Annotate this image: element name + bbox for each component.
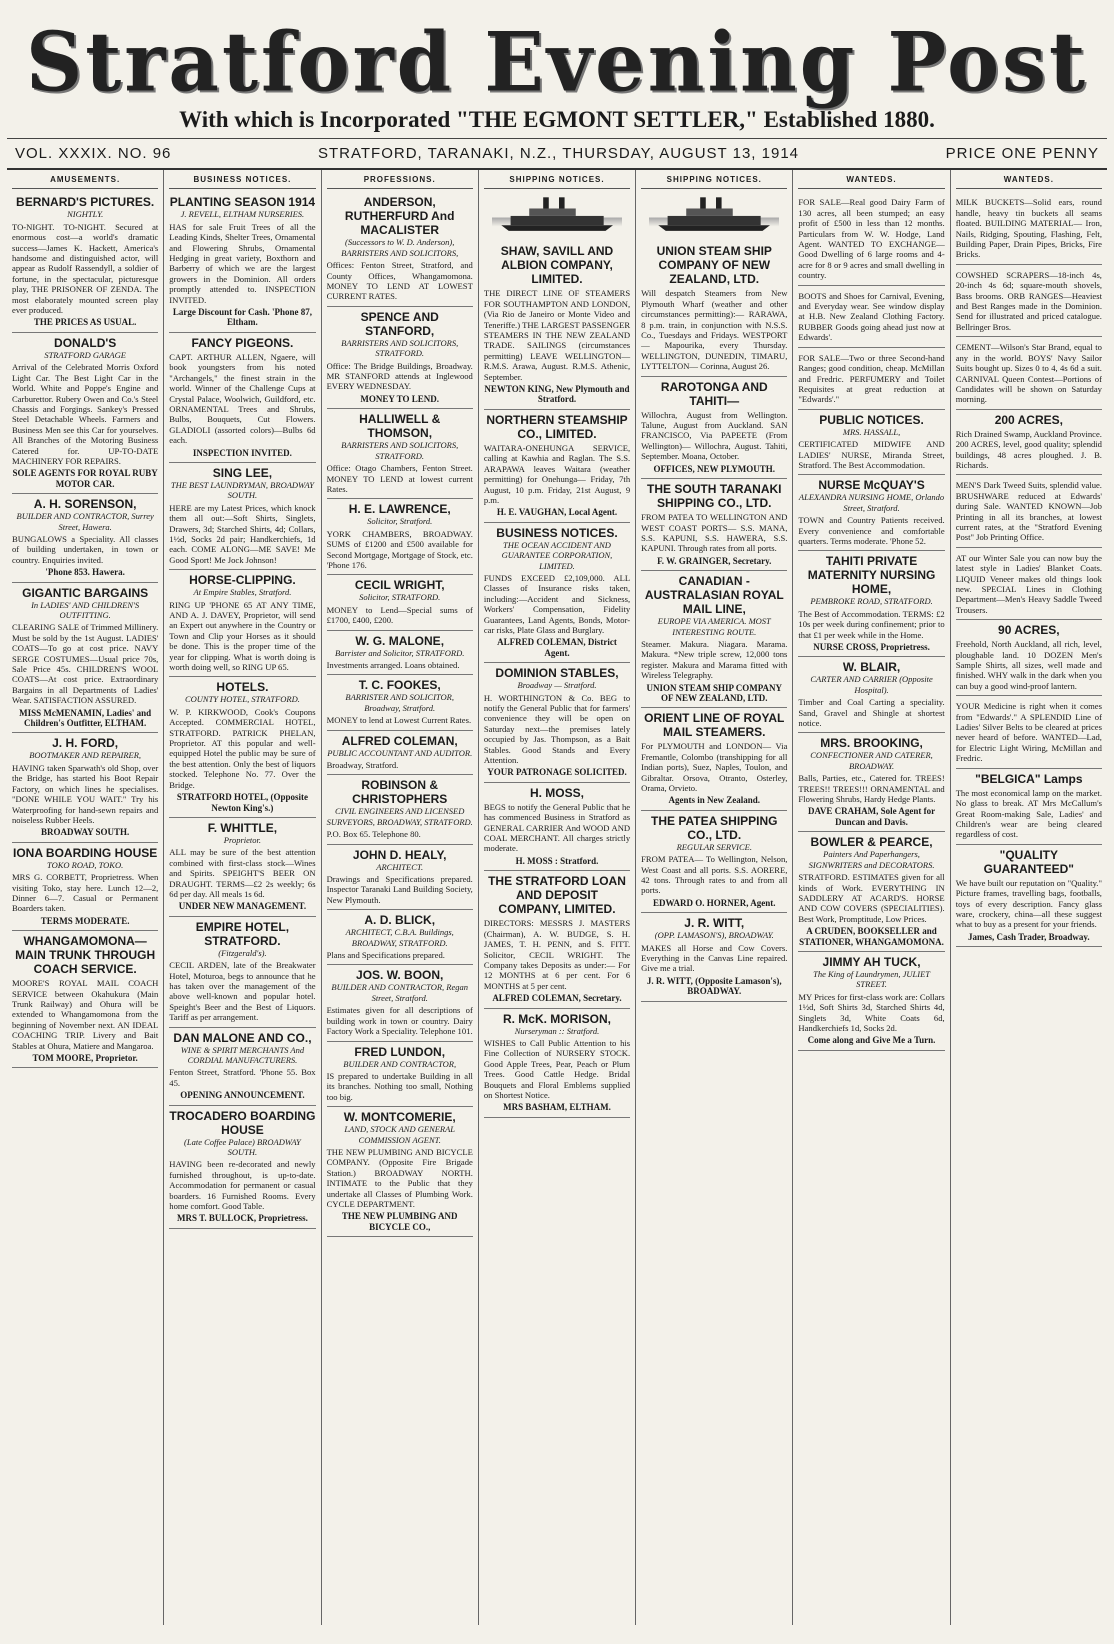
ad-title: ROBINSON & CHRISTOPHERS [352,778,448,807]
ad-footer: YOUR PATRONAGE SOLICITED. [487,767,627,778]
ad-body: Broadway, Stratford. [326,760,399,770]
advertisement [327,1042,473,1108]
advertisement [327,910,473,965]
ad-footer: UNION STEAM SHIP COMPANY OF NEW ZEALAND, LTD. [646,682,783,703]
ad-title: MRS. BROOKING, [820,736,923,751]
advertisement [169,463,315,570]
ad-body: Balls, Parties, etc., Catered for. TREES! TREES!! TREES!!! ORNAMENTAL and Flowering Shrubs, Hardy Hedge Plants. [798,773,945,805]
advertisement [798,286,944,348]
ad-body: BOOTS and Shoes for Carnival, Evening, and Everyday wear. See window display at H.B. New Zealand Clothing Factory. RUBBER Goods going ahead just now at Edwards'. [798,290,945,343]
ad-body: FROM PATEA— To Wellington, Nelson, West Coast and all ports. S.S. AORERE, 42 tons. Through rates to and from all ports. [641,854,788,896]
advertisement [327,307,473,409]
ad-title: BOWLER & PEARCE, [810,835,933,850]
ad-subtitle: Barrister and Solicitor, STRATFORD. [335,647,465,658]
ad-title: CECIL WRIGHT, [354,578,445,593]
ad-footer: James, Cash Trader, Broadway. [967,931,1090,942]
ad-body: Timber and Coal Carting a speciality. Sand, Gravel and Shingle at shortest notice. [798,697,945,729]
ad-title: THE PATEA SHIPPING CO., LTD. [651,813,778,842]
ad-body: Will despatch Steamers from New Plymouth Wharf (weather and other circumstances permitting):— RARAWA, 8 p.m. train, in conjunction with N.S.S. Co., Tuesdays and Fridays. WESTPORT— Mapourika, every Thursday. WELLINGTON, DUNEDIN, TIMARU, LYTTELTON— Corinna, August 26. [641,288,788,372]
ad-body: HAVING taken Sparwath's old Shop, over the Bridge, has started his Boot Repair Factory, on which lines he specialises. "DONE WHILE YOU WAIT." Try his Waterproofing for hand-sewn repairs and noiseless Rubber Heels. [12,762,159,825]
advertisement [484,783,630,871]
ad-title: DAN MALONE AND CO., [173,1030,312,1045]
advertisement [798,832,944,952]
ad-title: NORTHERN STEAMSHIP CO., LIMITED. [486,412,628,441]
ad-footer: 'Phone 853. Hawera. [45,567,125,578]
advertisement [641,241,787,376]
ad-title: W. BLAIR, [842,660,901,675]
ad-body: Steamer. Makura. Niagara. Marama. Makura. *New triple screw, 12,000 tons register. Makura and Marama fitted with Wireless Telegraphy. [641,638,788,681]
advertisement [641,708,787,810]
advertisement [327,409,473,499]
ad-title: FRED LUNDON, [354,1044,446,1059]
ad-footer: OPENING ANNOUNCEMENT. [180,1090,305,1101]
ad-title: TROCADERO BOARDING HOUSE [169,1108,316,1137]
ad-title: JOHN D. HEALY, [352,847,447,862]
ad-subtitle: BOOTMAKER AND REPAIRER, [29,750,142,761]
ad-title: HORSE-CLIPPING. [189,573,296,588]
advertisement [956,337,1102,409]
ad-body: FOR SALE—Real good Dairy Farm of 130 acres, all been stumped; an easy profit of £500 in less than 12 months. Particulars from W. W. Hodge, Land Agent. WANTED TO EXCHANGE—Good Dwelling of 6 large rooms and 4-acre for 8 or 9 acres and small dwelling in country. [798,197,945,281]
ad-body: MAKES all Horse and Cow Covers. Everything in the Canvas Line repaired. Give me a trial. [641,942,788,974]
ad-subtitle: (Fitzgerald's). [218,947,267,958]
ad-subtitle: Nurseryman :: Stratford. [514,1025,600,1036]
ad-subtitle: (Successors to W. D. Anderson), BARRISTERS AND SOLICITORS, [341,237,459,258]
advertisement [956,845,1102,947]
ad-body: FOR SALE—Two or three Second-hand Ranges; good condition, cheap. McMillan and Fredric. PERFUMERY and Toilet Requisites at great reduction at "Edwards'." [798,352,945,405]
ad-title: CANADIAN - AUSTRALASIAN ROYAL MAIL LINE, [644,574,784,617]
advertisement [327,965,473,1041]
ad-footer: Agents in New Zealand. [668,795,761,806]
ad-title: R. McK. MORISON, [502,1011,611,1026]
advertisement [484,663,630,783]
advertisement [12,192,158,332]
ad-body: THE NEW PLUMBING AND BICYCLE COMPANY. (Opposite Fire Brigade Station.) BROADWAY NORTH. INTIMATE to the Public that they undertake all Classes of Plumbing Work. CYCLE DEPARTMENT. [326,1146,473,1209]
ad-title: BUSINESS NOTICES. [496,525,618,540]
ad-title: SING LEE, [212,465,273,480]
ad-body: MONEY to Lend—Special sums of £1700, £400, £200. [326,604,473,626]
ad-body: THE DIRECT LINE OF STEAMERS FOR SOUTHAMPTON AND LONDON, (Via Rio de Janeiro or Monte Video and Teneriffe.) THE LARGEST PASSENGER STEAMERS IN THE NEW ZEALAND TRADE. SAILINGS (circumstances permitting) LEAVE WELLINGTON— R.M.S. Arawa, August. R.M.S. Athenic, September. [483,288,631,382]
ad-title: WHANGAMOMONA—MAIN TRUNK THROUGH COACH SERVICE. [15,934,156,977]
newspaper-title: Stratford Evening Post [25,14,1089,111]
ad-body: Drawings and Specifications prepared. Inspector Taranaki Land Building Society, New Plymouth. [326,874,473,905]
advertisement [798,475,944,551]
ad-footer: TERMS MODERATE. [40,915,130,926]
steamship-illustration [492,192,622,238]
ad-footer: THE PRICES AS USUAL. [33,317,137,328]
advertisement [327,499,473,575]
advertisement [169,1106,315,1229]
ad-subtitle: Painters And Paperhangers, SIGNWRITERS and DECORATORS. [808,849,935,870]
ad-title: ORIENT LINE OF ROYAL MAIL STEAMERS. [644,711,785,740]
ad-footer: OFFICES, NEW PLYMOUTH. [653,463,776,474]
ad-title: SPENCE AND STANFORD, [360,309,439,338]
column-3 [322,170,479,1625]
ad-footer: SOLE AGENTS FOR ROYAL RUBY MOTOR CAR. [12,468,158,489]
ad-footer: DAVE CRAHAM, Sole Agent for Duncan and Davis. [808,806,936,827]
advertisement [641,811,787,913]
ad-body: Office: Otago Chambers, Fenton Street. MONEY TO LEND at lowest current Rates. [326,463,473,494]
advertisement [327,631,473,676]
advertisement [956,769,1102,845]
column-heading: SHIPPING NOTICES. [484,170,630,189]
advertisement [798,348,944,410]
ad-body: For PLYMOUTH and LONDON— Via Fremantle, Colombo (transhipping for all Indian ports), Suez, Naples, Toulon, and Gibraltar. Orsova, Otranto, Osterley, Orama, Orvieto. [641,741,788,793]
ad-footer: MRS BASHAM, ELTHAM. [503,1102,611,1113]
ad-body: YORK CHAMBERS, BROADWAY. SUMS of £1200 and £500 available for Second Mortgage, Mortgage of Stock, etc. 'Phone 176. [326,528,473,570]
ad-title: EMPIRE HOTEL, STRATFORD. [195,919,290,948]
ad-subtitle: BARRISTER AND SOLICITOR, Broadway, Stratford. [345,692,454,713]
advertisement [327,731,473,776]
advertisement [798,657,944,733]
advertisement [327,1107,473,1237]
ad-body: The most economical lamp on the market. No glass to break. AT Mrs McCallum's Great Room-making Sale, Ladies' and Children's wear are being cleared regardless of cost. [955,787,1102,840]
ad-footer: Come along and Give Me a Turn. [807,1035,936,1046]
column-1 [7,170,164,1625]
advertisement [327,192,473,306]
advertisement [956,410,1102,476]
ad-subtitle: LAND, STOCK AND GENERAL COMMISSION AGENT. [344,1124,456,1145]
ad-body: CLEARING SALE of Trimmed Millinery. Must be sold by the 1st August. LADIES' COATS—To go at cost price. NAVY SERGE COSTUMES—Usual price 70s, Sale Price 45s. CHILDREN'S WOOL COATS—At cost price. Extraordinary Bargains in all Departments of Ladies' Wear. SATISFACTION ASSURED. [12,622,159,706]
advertisement [484,410,630,523]
advertisement [169,333,315,463]
ad-title: W. G. MALONE, [355,633,445,648]
advertisement [484,523,630,663]
ad-title: JOS. W. BOON, [356,968,444,983]
advertisement [169,917,315,1028]
ad-body: COWSHED SCRAPERS—18-inch 4s, 20-inch 4s 6d; square-mouth shovels, Bass brooms. ORB RANGES—Heaviest and Best Ranges made in the Dominion. Send for illustrated and priced catalogue. Bellringer Bros. [955,269,1102,332]
ad-body: Investments arranged. Loans obtained. [326,659,460,670]
advertisement [798,551,944,657]
ad-body: MONEY to lend at Lowest Current Rates. [326,715,472,726]
column-heading: SHIPPING NOTICES. [641,170,787,189]
ad-title: PLANTING SEASON 1914 [169,195,316,210]
advertisement [641,377,787,479]
advertisement [169,1028,315,1106]
ad-subtitle: CARTER AND CARRIER (Opposite Hospital). [810,674,933,695]
ad-title: 90 ACRES, [998,623,1060,638]
ad-body: MEN'S Dark Tweed Suits, splendid value. BRUSHWARE reduced at Edwards' during Sale. WANTED KNOWN—Job Printing in all its branches, at lowest current rates, at the "Stratford Evening Post" Job Printing Office. [955,480,1102,543]
ad-footer: MONEY TO LEND. [360,393,439,404]
ad-body: STRATFORD. ESTIMATES given for all kinds of Work. EVERYTHING IN SADDLERY AT ACARD'S. HORSE AND COW COVERS (SPECIALITIES). Best Work, Promptitude, Low Prices. [798,872,945,924]
advertisement [956,696,1102,768]
ad-title: THE STRATFORD LOAN AND DEPOSIT COMPANY, LIMITED. [488,874,626,917]
ad-body: FROM PATEA TO WELLINGTON AND WEST COAST PORTS— S.S. MANA, S.S. KAPUNI, S.S. HAWERA, S.S. KAPUNI. Through rates from all ports. [641,512,788,554]
ad-footer: F. W. GRAINGER, Secretary. [657,555,772,566]
column-2 [164,170,321,1625]
ad-subtitle: Solicitor, Stratford. [367,516,433,527]
ad-body: HAS for sale Fruit Trees of all the Leading Kinds, Shelter Trees, Ornamental and Flowering Shrubs, Ornamental Hedging in great variety, Boxthorn and Barberry of which we are the largest growers in the Dominion. All orders promptly attended to. INSPECTION INVITED. [169,221,316,305]
advertisement [327,675,473,730]
ad-title: HALLIWELL & THOMSON, [359,412,441,441]
ad-subtitle: At Empire Stables, Stratford. [193,587,292,598]
advertisement [798,410,944,476]
ad-subtitle: BARRISTERS AND SOLICITORS, STRATFORD. [341,337,459,359]
ad-subtitle: WINE & SPIRIT MERCHANTS And CORDIAL MANUFACTURERS. [180,1044,305,1065]
ad-subtitle: BUILDER AND CONTRACTOR, [343,1058,457,1069]
advertisement [12,733,158,842]
ad-footer: NEWTON KING, New Plymouth and Stratford. [484,384,630,405]
ad-footer: H. E. VAUGHAN, Local Agent. [496,507,618,518]
ad-body: Freehold, North Auckland, all rich, level, ploughable land. 10 DOZEN Men's Sample Shirts, all sizes, well made and finished. WHY walk in the dark when you can buy a good wind-proof lantern. [955,639,1102,691]
ad-title: JIMMY AH TUCK, [822,954,921,969]
ad-title: FANCY PIGEONS. [191,335,294,350]
advertisement [956,192,1102,264]
column-heading: AMUSEMENTS. [12,170,158,189]
ad-subtitle: Solicitor, STRATFORD. [359,592,441,603]
ad-body: HAVING been re-decorated and newly furnished throughout, is up-to-date. Accommodation for permanent or casual boarders. 16 Furnished Rooms. Every home comfort. Good Table. [169,1159,316,1212]
ad-title: THE SOUTH TARANAKI SHIPPING CO., LTD. [647,482,782,511]
ad-subtitle: CIVIL ENGINEERS AND LICENSED SURVEYORS, BROADWAY, STRATFORD. [326,806,473,827]
ad-subtitle: BARRISTERS AND SOLICITORS, STRATFORD. [341,440,459,461]
ad-body: H. WORTHINGTON & Co. BEG to notify the General Public that for farmers' convenience they will be open on Saturday next—the premises lately occupied by Jas. Thompson, as a Bait Stables. Good Stands and Every Attention. [483,692,631,766]
ad-subtitle: REGULAR SERVICE. [676,841,752,852]
ad-body: YOUR Medicine is right when it comes from "Edwards'." A SPLENDID Line of Ladies' Silver Belts to be cleared at prices never heard of before. WANTED—Lad, for Electric Light Wiring, McMillan and Fredric. [955,701,1102,764]
ad-subtitle: The King of Laundrymen, JULIET STREET. [813,968,930,990]
advertisement [641,913,787,1001]
advertisement [12,494,158,582]
advertisement [484,871,630,1008]
columns [7,170,1107,1625]
advertisement [641,479,787,571]
ad-subtitle: (Late Coffee Palace) BROADWAY SOUTH. [184,1136,301,1158]
ad-body: P.O. Box 65. Telephone 80. [326,829,421,840]
ad-body: BEGS to notify the General Public that he has commenced Business in Stratford as GENERAL CARRIER And WOOD AND COAL MERCHANT. All charges strictly moderate. [483,801,631,854]
ad-body: CECIL ARDEN, late of the Breakwater Hotel, Moturoa, begs to announce that he has taken over the management of the above well-known and popular hotel. Speight's Beer and the Best of Liquors. Tariff as per arrangement. [169,960,316,1023]
column-6 [793,170,950,1625]
ad-title: ALFRED COLEMAN, [341,733,458,748]
ad-subtitle: ARCHITECT. [376,861,424,872]
advertisement [956,475,1102,547]
column-4 [479,170,636,1625]
ad-title: NURSE McQUAY'S [818,478,925,493]
ad-subtitle: PEMBROKE ROAD, STRATFORD. [810,596,933,607]
steamship-illustration [649,192,779,238]
ad-body: MRS G. CORBETT, Proprietress. When visiting Toko, stay here. Lunch 12—2, Dinner 6—7. Casual or Permanent Boarders taken. [12,872,159,914]
column-heading: WANTEDS. [798,170,944,189]
ad-subtitle: NIGHTLY. [67,209,104,220]
ad-subtitle: J. REVELL, ELTHAM NURSERIES. [180,209,305,220]
ad-title: T. C. FOOKES, [358,678,441,693]
ad-title: J. H. FORD, [52,736,119,751]
advertisement [798,192,944,285]
ad-body: The Best of Accommodation. TERMS: £2 10s per week during confinement; prior to that £1 per week while in the Home. [798,608,945,640]
ad-body: TO-NIGHT. TO-NIGHT. Secured at enormous cost—a world's dramatic success—James K. Hackett, America's handsome and distinguished actor, will appear as Rudolf Rassendyll, a soldier of fortune, in the spectacular, picturesque play, THE PRISONER OF ZENDA. The most elaborately mounted screen play ever produced. [12,221,159,316]
ad-body: ALL may be sure of the best attention combined with first-class stock—Wines and Spirits. SPEIGHT'S BEER ON DRAUGHT. TERMS—£2 2s weekly; 6s 6d per day. All meals 1s 6d. [169,847,316,899]
ad-title: W. MONTCOMERIE, [343,1110,456,1125]
ad-title: ANDERSON, RUTHERFURD And MACALISTER [344,195,455,238]
ad-body: WAITARA-ONEHUNGA SERVICE, calling at Kawhia and Raglan. The S.S. ARAPAWA leaves Waitara (weather permitting) for Onehunga— Friday, 7th August, 10 p.m. Friday, 21st August, 9 p.m. [483,442,631,505]
ad-title: A. D. BLICK, [364,913,436,928]
ad-subtitle: COUNTY HOTEL, STRATFORD. [184,694,300,705]
masthead [7,3,1107,139]
ad-title: RAROTONGA AND TAHITI— [660,379,768,408]
ad-subtitle: PUBLIC ACCOUNTANT AND AUDITOR. [327,747,473,758]
ad-body: MY Prices for first-class work are: Collars 1½d, Soft Shirts 3d, Starched Shirts 4d, Singlets 3d, White Coats 6d, Handkerchiefs 1d, Socks 2d. [798,991,945,1033]
ad-footer: H. MOSS : Stratford. [515,855,599,866]
ad-subtitle: THE BEST LAUNDRYMAN, BROADWAY SOUTH. [170,479,314,501]
ad-body: Willochra, August from Wellington. Talune, August from Auckland. SAN FRANCISCO, Via PAPEETE (From Wellington)— Willochra, August. Tahiti, September. Moana, October. [641,409,788,462]
ad-body: BUNGALOWS a Speciality. All classes of building undertaken, in town or country. Enquiries invited. [12,533,159,565]
advertisement [12,583,158,734]
ad-body: TOWN and Country Patients received. Every convenience and comfortable quarters. Terms moderate. 'Phone 52. [798,515,945,546]
ad-title: H. MOSS, [529,785,584,800]
ad-subtitle: In LADIES' AND CHILDREN'S OUTFITTING. [31,599,140,620]
advertisement [12,333,158,494]
ad-title: PUBLIC NOTICES. [819,412,924,427]
ad-title: TAHITI PRIVATE MATERNITY NURSING HOME, [807,554,936,597]
ad-subtitle: TOKO ROAD, TOKO. [47,859,124,870]
ad-subtitle: Broadway — Stratford. [517,680,597,691]
price: PRICE ONE PENNY [945,145,1099,162]
advertisement [327,575,473,630]
ad-footer: THE NEW PLUMBING AND BICYCLE CO., [341,1211,458,1232]
ad-body: Plans and Specifications prepared. [326,950,445,961]
ad-title: 200 ACRES, [994,412,1063,427]
ad-body: FUNDS EXCEED £2,109,000. ALL Classes of Insurance risks taken, including:—Accident and Sickness, Workers' Compensation, Fidelity Guarantees, Land Agents, Bonds, Motor-car risks, Plate Glass and Burglary. [483,572,631,635]
newspaper-page [7,3,1107,1638]
advertisement [956,265,1102,337]
ad-body: IS prepared to undertake Building in all its branches. Nothing too small, Nothing too big. [326,1070,473,1102]
advertisement [641,571,787,708]
ad-title: F. WHITTLE, [207,820,278,835]
ad-body: RING UP 'PHONE 65 AT ANY TIME, AND A. J. DAVEY, Proprietor, will send an Expert out anywhere in the Country or Town and Clip your Horses as it should be done. This is the proper time of the year for clipping. What is worth doing is worth doing well, so RING UP 65. [169,599,316,673]
ad-body: Rich Drained Swamp, Auckland Province. 200 ACRES, level, good quality; splendid buildings, 48 acres ploughed. J. B. Richards. [955,428,1102,470]
advertisement [12,931,158,1068]
ad-footer: BROADWAY SOUTH. [40,827,130,838]
ad-subtitle: MRS. HASSALL, [842,426,901,437]
ad-subtitle: (OPP. LAMASON'S), BROADWAY. [654,930,774,941]
column-5 [636,170,793,1625]
ad-footer: INSPECTION INVITED. [192,447,292,458]
advertisement [327,775,473,844]
ad-subtitle: Proprietor. [223,834,262,845]
advertisement [798,952,944,1051]
ad-footer: Large Discount for Cash. 'Phone 87, Eltham. [172,307,312,328]
ad-subtitle: ARCHITECT, C.B.A. Buildings, BROADWAY, STRATFORD. [345,927,454,948]
ad-body: CERTIFICATED MIDWIFE AND LADIES' NURSE, Miranda Street, Stratford. The Best Accommodation. [798,439,945,470]
ad-title: GIGANTIC BARGAINS [22,585,149,600]
ad-footer: UNDER NEW MANAGEMENT. [178,901,307,912]
ad-footer: J. R. WITT, (Opposite Lamason's), BROADWAY. [646,975,782,997]
issue-line [7,139,1107,170]
dateline: STRATFORD, TARANAKI, N.Z., THURSDAY, AUGUST 13, 1914 [318,145,800,162]
ad-subtitle: BUILDER AND CONTRACTOR, Regan Street, Stratford. [331,982,469,1003]
ad-footer: ALFRED COLEMAN, Secretary. [492,993,622,1004]
ad-body: Office: The Bridge Buildings, Broadway. MR STANFORD attends at Inglewood EVERY WEDNESDAY. [326,360,473,392]
ad-subtitle: ALEXANDRA NURSING HOME, Orlando Street, Stratford. [798,492,945,513]
ad-title: DOMINION STABLES, [495,666,619,681]
advertisement [169,570,315,677]
ad-title: "BELGICA" Lamps [975,771,1083,786]
column-heading: BUSINESS NOTICES. [169,170,315,189]
ad-body: Arrival of the Celebrated Morris Oxford Light Car. The Best Light Car in the World. White and Poppe's Engine and Carburettor. Rubery Owen and Co.'s Steel Chassis and Forgings. Sankey's Pressed Steel Detachable Wheels. Farmers and Business Men see this Car for yourselves. All Branches of the Motoring Business Catered for. UP-TO-DATE MACHINERY FOR REPAIRS. [12,362,159,466]
advertisement [484,241,630,409]
ad-title: H. E. LAWRENCE, [348,502,451,517]
ad-footer: ALFRED COLEMAN, District Agent. [497,637,617,658]
advertisement [798,733,944,832]
ad-title: DONALD'S [54,335,117,350]
ad-title: J. R. WITT, [684,916,745,931]
ad-subtitle: CONFECTIONER AND CATERER, BROADWAY. [810,750,933,771]
ad-body: W. P. KIRKWOOD, Cook's Coupons Accepted. COMMERCIAL HOTEL, STRATFORD. PATRICK PHELAN, Proprietor. AT this popular and well-equipped Hotel the public may be sure of the best attention. Only the best of liquors stocked. Telephone No. 77. Over the Bridge. [169,706,316,790]
ad-body: We have built our reputation on "Quality." Picture frames, travelling bags, footballs, toys of every description. Fancy glass ware, crockery, china—all these suggest what to buy as a present for your friends. [955,877,1102,930]
ad-body: MOORE'S ROYAL MAIL COACH SERVICE between Okahukura (Main Trunk Railway) and Ohura will be extended to Whangamomona from the beginning of November next. AN IDEAL COACHING TRIP. Livery and Bait Stables at Ohura, Matiere and Mangaroa. [12,978,159,1051]
ad-footer: NURSE CROSS, Proprietress. [813,642,930,652]
ad-title: IONA BOARDING HOUSE [13,845,158,860]
ad-body: Fenton Street, Stratford. 'Phone 55. Box 45. [169,1067,316,1088]
ad-body: MILK BUCKETS—Solid ears, round handle, heavy tin buckets all seams floated. BUILDING MATERIAL— Iron, Nails, Ridging, Spouting, Flashing, Felt, Building Paper, Drain Pipes, Bricks, Fire Bricks. [955,197,1102,260]
ad-title: "QUALITY GUARANTEED" [983,847,1074,876]
ad-body: Offices: Fenton Street, Stratford, and County Offices, Whangamomona. MONEY TO LEND AT LOWEST CURRENT RATES. [326,260,473,302]
advertisement [956,548,1102,620]
advertisement [169,818,315,917]
ad-footer: STRATFORD HOTEL, (Opposite Newton King's.) [176,792,308,813]
advertisement [169,677,315,817]
ad-title: HOTELS. [216,680,269,695]
ad-footer: TOM MOORE, Proprietor. [32,1053,138,1063]
advertisement [169,192,315,332]
ad-body: CAPT. ARTHUR ALLEN, Ngaere, will book youngsters from his noted "Archangels," the finest strain in the world. Winner of the Challenge Cups at Crystal Palace, Woolwich, Guildford, etc. ORNAMENTAL Trees and Shrubs, Bulbs, Bouquets, Cut Flowers. GLADIOLI (assorted colors)—Bulbs 6d each. [169,351,316,446]
ad-subtitle: EUROPE VIA AMERICA. MOST INTERESTING ROUTE. [657,616,771,637]
ad-title: A. H. SORENSON, [33,497,137,512]
ad-body: Estimates given for all descriptions of building work in town or country. Dairy Factory Work a Speciality. Telephone 101. [326,1005,473,1037]
ad-subtitle: BUILDER AND CONTRACTOR, Surrey Street, Hawera. [16,511,154,532]
ad-body: AT our Winter Sale you can now buy the latest style in Ladies' Blanket Coats. LIQUID Veneer makes old things look new. SPECIAL Lines in Clothing Department—Men's Heavy Saddle Tweed Trousers. [955,552,1102,615]
ad-body: HERE are my Latest Prices, which knock them all out:—Soft Shirts, Singlets, Drawers, 3d; Starched Shirts, 4d; Collars, 1½d, Socks 2d pair; Handkerchiefs, 1d each. COME ALONG—ME SAVE! Me Good Sport! Me Jock Johnson! [169,502,316,565]
column-7 [951,170,1107,1625]
ad-footer: MRS T. BULLOCK, Proprietress. [177,1213,308,1224]
ad-subtitle: STRATFORD GARAGE [44,349,126,360]
ad-title: BERNARD'S PICTURES. [16,195,155,210]
advertisement [484,1009,630,1118]
ad-body: DIRECTORS: MESSRS J. MASTERS (Chairman), A. W. BUDGE, S. H. JAMES, T. H. PENN, and S. FITT. Solicitor, CECIL WRIGHT. The Company takes Deposits as under:— For 12 MONTHS at 6 per cent. For 6 MONTHS at 5 per cent. [483,918,631,991]
ad-body: WISHES to Call Public Attention to his Fine Collection of NURSERY STOCK. Good Apple Trees, Pear, Peach or Plum Trees. Good Cattle Hedge. Bridal Bouquets and Floral Emblems supplied on Shortest Notice. [483,1037,631,1100]
ad-footer: EDWARD O. HORNER, Agent. [653,897,776,908]
ad-title: UNION STEAM SHIP COMPANY OF NEW ZEALAND, LTD. [656,244,772,287]
advertisement [12,843,158,931]
ad-subtitle: THE OCEAN ACCIDENT AND GUARANTEE CORPORATION, LIMITED. [501,539,613,571]
ad-body: CEMENT—Wilson's Star Brand, equal to any in the world. BOYS' Navy Sailor Suits bought up. Sizes 0 to 4, 4s 6d a suit. CARNIVAL Queen Contest—Portions of Candidates will be shown on Saturday morning. [955,342,1102,405]
newspaper-subtitle: With which is Incorporated "THE EGMONT SETTLER," Established 1880. [179,107,935,132]
volume-number: VOL. XXXIX. NO. 96 [15,145,172,162]
ad-title: SHAW, SAVILL AND ALBION COMPANY, LIMITED. [500,244,614,287]
ad-footer: A CRUDEN, BOOKSELLER and STATIONER, WHANGAMOMONA. [799,926,944,947]
ad-footer: MISS McMENAMIN, Ladies' and Children's Outfitter, ELTHAM. [19,707,152,729]
advertisement [327,845,473,911]
column-heading: PROFESSIONS. [327,170,473,189]
advertisement [956,620,1102,696]
column-heading: WANTEDS. [956,170,1102,189]
